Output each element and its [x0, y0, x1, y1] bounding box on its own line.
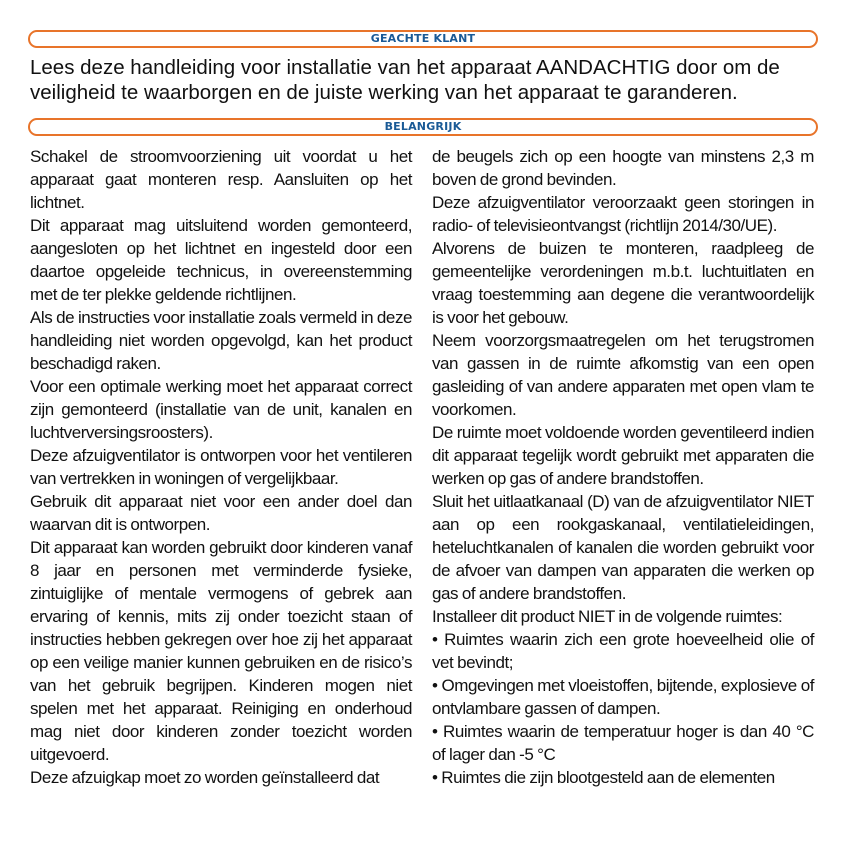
right-column [432, 145, 814, 789]
paragraph: Installeer dit product NIET in de volgende ruimtes: [432, 607, 783, 626]
paragraph: Sluit het uitlaatkanaal (D) van de afzuigventilator NIET aan op een rookgaskanaal, ventilatieleidingen, heteluchtkanalen of kanalen die worden gebruikt voor de afvoer van dampen van apparaten die werken op gas of andere brandstoffen. [432, 492, 814, 603]
paragraph: Gebruik dit apparaat niet voor een ander doel dan waarvan dit is ontworpen. [30, 492, 412, 534]
paragraph: Schakel de stroomvoorziening uit voordat u het apparaat gaat monteren resp. Aansluiten op het lichtnet. [30, 147, 412, 212]
left-column [30, 145, 412, 789]
section-banner-belangrijk [28, 118, 818, 136]
list-item: • Ruimtes waarin zich een grote hoeveelheid olie of vet bevindt; [432, 630, 814, 672]
list-item: • Omgevingen met vloeistoffen, bijtende, explosieve of ontvlambare gassen of dampen. [432, 676, 814, 718]
intro-text: Lees deze handleiding voor installatie van het apparaat AANDACHTIG door om de veiligheid te waarborgen en de juiste werking van het apparaat te garanderen. [30, 56, 780, 104]
paragraph: Deze afzuigkap moet zo worden geïnstalleerd dat [30, 768, 380, 787]
paragraph: Als de instructies voor installatie zoals vermeld in deze handleiding niet worden opgevolgd, kan het product beschadigd raken. [30, 308, 412, 373]
list-item: • Ruimtes die zijn blootgesteld aan de elementen [432, 768, 775, 787]
list-item: • Ruimtes waarin de temperatuur hoger is dan 40 °C of lager dan -5 °C [432, 722, 814, 764]
paragraph: Deze afzuigventilator veroorzaakt geen storingen in radio- of televisieontvangst (richtlijn 2014/30/UE). [432, 193, 814, 235]
paragraph: Deze afzuigventilator is ontworpen voor het ventileren van vertrekken in woningen of vergelijkbaar. [30, 446, 412, 488]
banner-title: GEACHTE KLANT [370, 32, 476, 45]
paragraph: Alvorens de buizen te monteren, raadpleeg de gemeentelijke verordeningen m.b.t. luchtuitlaten en vraag toestemming aan degene die verantwoordelijk is voor het gebouw. [432, 239, 814, 327]
paragraph: Dit apparaat kan worden gebruikt door kinderen vanaf 8 jaar en personen met verminderde fysieke, zintuiglijke of mentale vermogens of gebrek aan ervaring of kennis, mits zij onder toezicht staan of instructies hebben gekregen over hoe zij het apparaat op een veilige manier kunnen gebruiken en de risico’s van het gebruik begrijpen. Kinderen mogen niet spelen met het apparaat. Reiniging en onderhoud mag niet door kinderen zonder toezicht worden uitgevoerd. [30, 538, 412, 764]
paragraph: Voor een optimale werking moet het apparaat correct zijn gemonteerd (installatie van de unit, kanalen en luchtverversingsroosters). [30, 377, 412, 442]
paragraph: De ruimte moet voldoende worden geventileerd indien dit apparaat tegelijk wordt gebruikt met apparaten die werken op gas of andere brandstoffen. [432, 423, 814, 488]
paragraph: de beugels zich op een hoogte van minstens 2,3 m boven de grond bevinden. [432, 147, 814, 189]
paragraph: Neem voorzorgsmaatregelen om het terugstromen van gassen in de ruimte afkomstig van een open gasleiding of van andere apparaten met open vlam te voorkomen. [432, 331, 814, 419]
paragraph: Dit apparaat mag uitsluitend worden gemonteerd, aangesloten op het lichtnet en ingesteld door een daartoe opgeleide technicus, in overeenstemming met de ter plekke geldende richtlijnen. [30, 216, 412, 304]
section-banner-geachte-klant [28, 30, 818, 48]
banner-title: BELANGRIJK [384, 120, 462, 133]
